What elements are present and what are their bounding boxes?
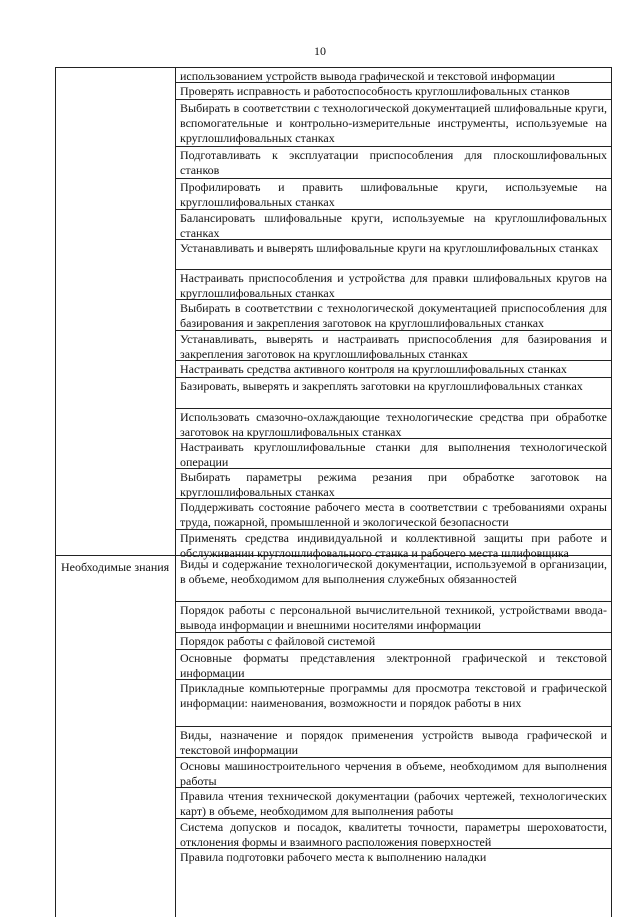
skill-row: Выбирать в соответствии с технологической документацией приспособления для базирования и закрепления заготовок на круглошлифовальных станках bbox=[176, 300, 611, 331]
skill-row: Базировать, выверять и закреплять заготовки на круглошлифовальных станках bbox=[176, 378, 611, 409]
knowledge-row: Порядок работы с файловой системой bbox=[176, 633, 611, 650]
skill-row: Выбирать параметры режима резания при обработке заготовок на круглошлифовальных станках bbox=[176, 469, 611, 499]
skill-row: Настраивать круглошлифовальные станки для выполнения технологической операции bbox=[176, 439, 611, 469]
knowledge-row: Прикладные компьютерные программы для просмотра текстовой и графической информации: наименования, возможности и порядок работы в них bbox=[176, 680, 611, 727]
knowledge-row: Виды, назначение и порядок применения устройств вывода графической и текстовой информации bbox=[176, 727, 611, 758]
skill-row: Устанавливать, выверять и настраивать приспособления для базирования и закрепления заготовок на круглошлифовальных станках bbox=[176, 331, 611, 361]
skill-row: Профилировать и править шлифовальные круги, используемые на круглошлифовальных станках bbox=[176, 179, 611, 210]
page-number: 10 bbox=[314, 44, 326, 58]
skill-row: Устанавливать и выверять шлифовальные круги на круглошлифовальных станках bbox=[176, 240, 611, 270]
skill-row: Подготавливать к эксплуатации приспособления для плоскошлифовальных станков bbox=[176, 147, 611, 179]
knowledge-label: Необходимые знания bbox=[61, 560, 170, 574]
skill-row: Применять средства индивидуальной и коллективной защиты при работе и обслуживании круглошлифовального станка и рабочего места шлифовщика bbox=[176, 530, 611, 556]
knowledge-row: Виды и содержание технологической документации, используемой в организации, в объеме, необходимом для выполнения служебных обязанностей bbox=[176, 556, 611, 602]
competency-table bbox=[55, 67, 612, 917]
knowledge-row: Основные форматы представления электронной графической и текстовой информации bbox=[176, 650, 611, 680]
skill-row: Выбирать в соответствии с технологической документацией шлифовальные круги, вспомогательные и контрольно-измерительные инструменты, используемые на круглошлифовальных станках bbox=[176, 100, 611, 147]
left-cell-separator bbox=[56, 555, 176, 556]
knowledge-row: Правила подготовки рабочего места к выполнению наладки bbox=[180, 850, 487, 864]
skill-row: Настраивать средства активного контроля на круглошлифовальных станках bbox=[176, 361, 611, 378]
knowledge-row: Порядок работы с персональной вычислительной техникой, устройствами ввода-вывода информации и внешними носителями информации bbox=[176, 602, 611, 633]
skill-row: Использовать смазочно-охлаждающие технологические средства при обработке заготовок на круглошлифовальных станках bbox=[176, 409, 611, 439]
table-right-border bbox=[611, 68, 612, 917]
skill-row: Поддерживать состояние рабочего места в соответствии с требованиями охраны труда, пожарной, промышленной и экологической безопасности bbox=[176, 499, 611, 530]
knowledge-row: Правила чтения технической документации (рабочих чертежей, технологических карт) в объеме, необходимом для выполнения работы bbox=[176, 788, 611, 819]
skill-row: Проверять исправность и работоспособность круглошлифовальных станков bbox=[176, 83, 611, 100]
knowledge-row: Система допусков и посадок, квалитеты точности, параметры шероховатости, отклонения формы и взаимного расположения поверхностей bbox=[176, 819, 611, 849]
knowledge-row: Основы машиностроительного черчения в объеме, необходимом для выполнения работы bbox=[176, 758, 611, 788]
skill-row: Настраивать приспособления и устройства для правки шлифовальных кругов на круглошлифовальных станках bbox=[176, 270, 611, 300]
skill-row: использованием устройств вывода графической и текстовой информации bbox=[176, 68, 611, 83]
skill-row: Балансировать шлифовальные круги, используемые на круглошлифовальных станках bbox=[176, 210, 611, 240]
